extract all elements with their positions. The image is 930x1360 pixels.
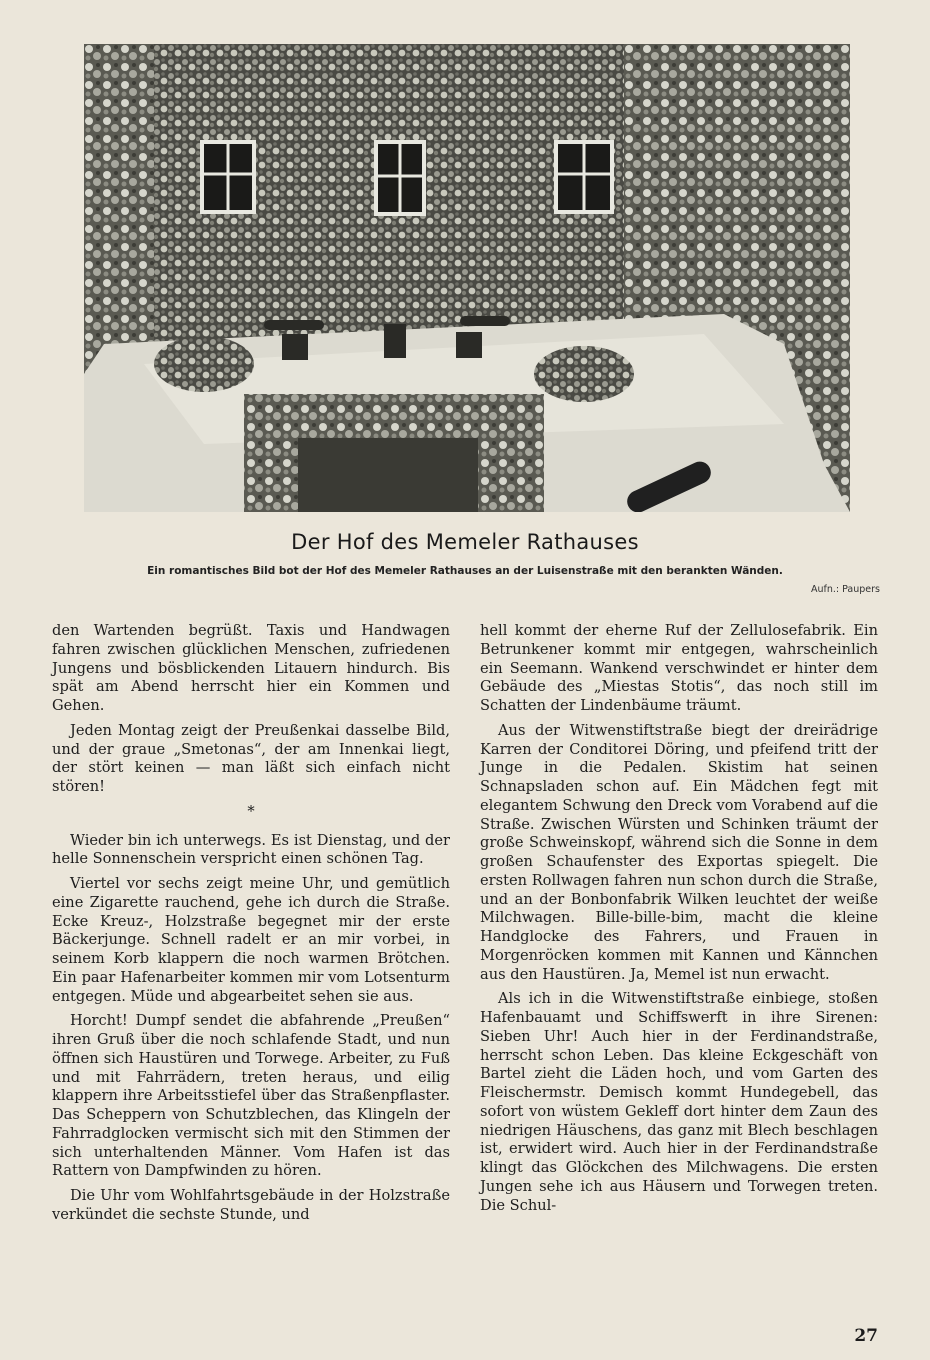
- paragraph: Jeden Montag zeigt der Preußenkai dasselbe Bild, und der graue „Smetonas“, der am Innenkai liegt, der stört keinen — man läßt sich einfach nicht stören!: [52, 721, 450, 795]
- article-column-right: [480, 622, 878, 1221]
- paragraph: Horcht! Dumpf sendet die abfahrende „Preußen“ ihren Gruß über die noch schlafende Stadt, und nun öffnen sich Haustüren und Torwege. Arbeiter, zu Fuß und mit Fahrrädern, treten heraus, und eilig klappern ihre Arbeitsstiefel über das Straßenpflaster. Das Scheppern von Schutzblechen, das Klingeln der Fahrradglocken vermischt sich mit den Stimmen der sich unterhaltenden Männer. Vom Hafen ist das Rattern von Dampfwinden zu hören.: [52, 1012, 450, 1180]
- article-column-left: [52, 622, 450, 1231]
- caption-title: Der Hof des Memeler Rathauses: [291, 530, 639, 554]
- courtyard-photo: [84, 44, 850, 512]
- paragraph: Viertel vor sechs zeigt meine Uhr, und gemütlich eine Zigarette rauchend, gehe ich durch die Straße. Ecke Kreuz-, Holzstraße begegnet mir der erste Bäckerjunge. Schnell radelt er an mir vorbei, in seinem Korb klappern die noch warmen Brötchen. Ein paar Hafenarbeiter kommen mir vom Lotsenturm entgegen. Müde und abgearbeitet sehen sie aus.: [52, 875, 450, 1005]
- courtyard-photo-drawing: [84, 44, 850, 512]
- photo-credit: Aufn.: Paupers: [810, 584, 880, 595]
- paragraph: Die Uhr vom Wohlfahrtsgebäude in der Holzstraße verkündet die sechste Stunde, und: [52, 1187, 450, 1223]
- caption-subtitle: Ein romantisches Bild bot der Hof des Memeler Rathauses an der Luisenstraße mit den berankten Wänden.: [147, 565, 783, 577]
- paragraph: Als ich in die Witwenstiftstraße einbiege, stoßen Hafenbauamt und Schiffswerft in ihre Sirenen: Sieben Uhr! Auch hier in der Ferdinandstraße, herrscht schon Leben. Das kleine Eckgeschäft von Bartel zieht die Läden hoch, und vom Garten des Fleischermstr. Demisch kommt Hundegebell, das sofort von wüstem Gekleff dort hinter dem Zaun des niedrigen Häuschens, das ganz mit Blech beschlagen ist, erwidert wird. Auch hier in der Ferdinandstraße klingt das Glöckchen des Milchwagens. Die ersten Jungen sehe ich aus Häusern und Torwegen treten. Die Schul-: [480, 990, 878, 1214]
- section-separator: *: [247, 802, 255, 820]
- paragraph: Aus der Witwenstiftstraße biegt der dreirädrige Karren der Conditorei Döring, und pfeifend tritt der Junge in die Pedalen. Skistim hat seinen Schnapsladen schon auf. Ein Mädchen fegt mit elegantem Schwung den Dreck vom Vorabend auf die Straße. Zwischen Würsten und Schinken träumt der große Schweinskopf, während sich die Sonne in dem großen Schaufenster des Exportas spiegelt. Die ersten Rollwagen fahren nun schon durch die Straße, und an der Bonbonfabrik Wilken leuchtet der weiße Milchwagen. Bille-bille-bim, macht die kleine Handglocke des Fahrers, und Frauen in Morgenröcken kommen mit Kannen und Kännchen aus den Haustüren. Ja, Memel ist nun erwacht.: [480, 721, 878, 983]
- paragraph: den Wartenden begrüßt. Taxis und Handwagen fahren zwischen glücklichen Menschen, zufriedenen Jungens und bösblickenden Litauern hindurch. Bis spät am Abend herrscht hier ein Kommen und Gehen.: [52, 622, 450, 714]
- page-number: 27: [854, 1326, 878, 1346]
- paragraph: hell kommt der eherne Ruf der Zellulosefabrik. Ein Betrunkener kommt mir entgegen, wahrscheinlich ein Seemann. Wankend verschwindet er hinter dem Gebäude des „Miestas Stotis“, das noch still im Schatten der Lindenbäume träumt.: [480, 622, 878, 714]
- paragraph: Wieder bin ich unterwegs. Es ist Dienstag, und der helle Sonnenschein verspricht einen schönen Tag.: [52, 831, 450, 868]
